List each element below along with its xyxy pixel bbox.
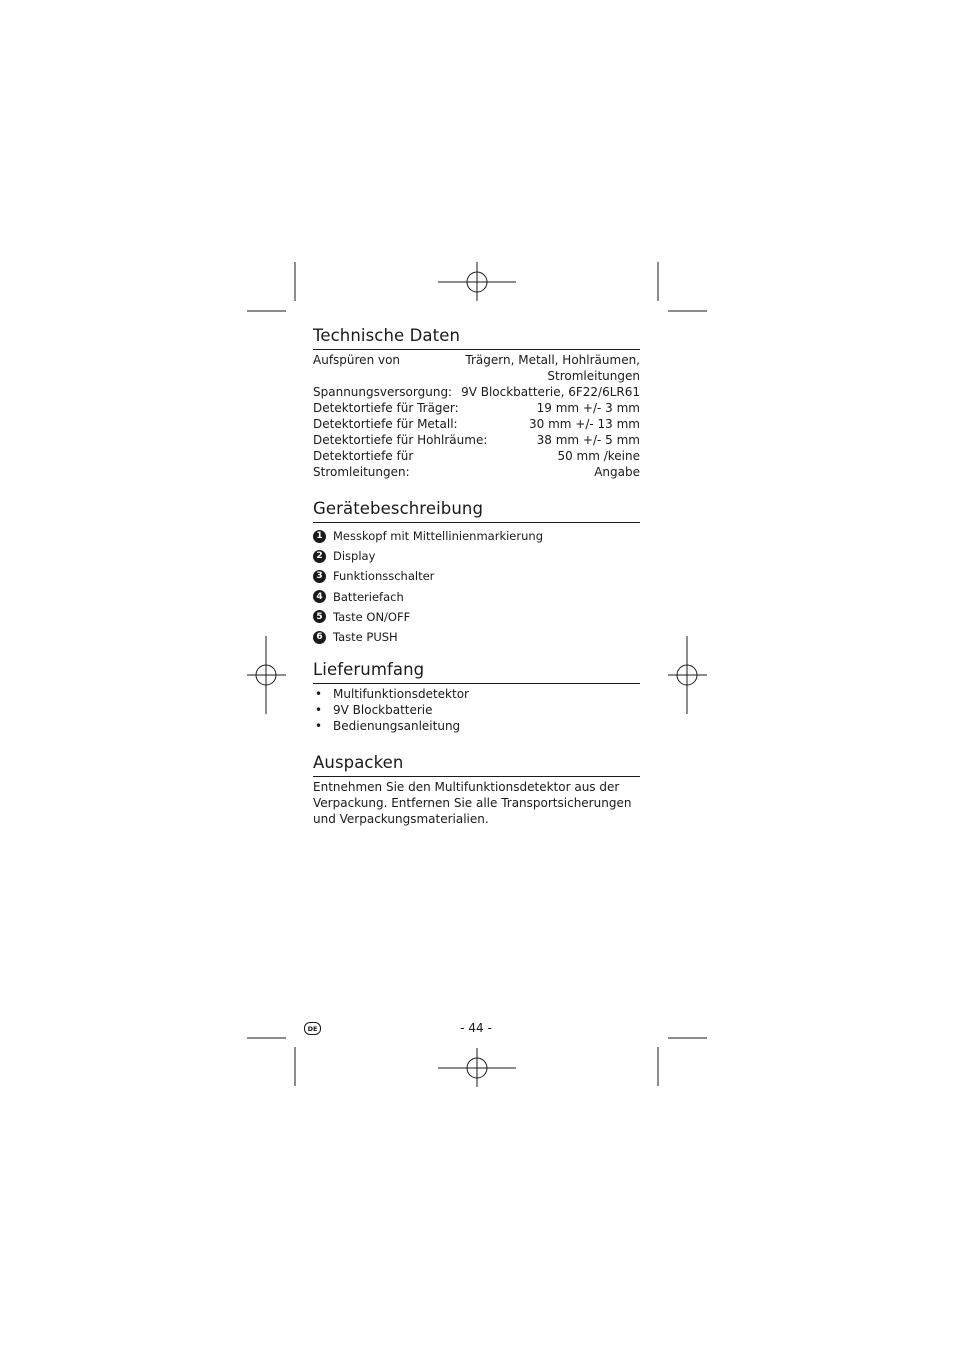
list-item [313,587,640,607]
number-badge: 6 [313,631,326,644]
section-auspacken [313,752,640,827]
spec-value: 30 mm +/- 13 mm [529,417,640,431]
list-item [313,702,640,718]
number-badge: 1 [313,530,326,543]
part-label: Funktionsschalter [333,569,435,584]
spec-row [313,448,640,480]
spec-table [313,352,640,480]
item-label: 9V Blockbatterie [333,703,433,718]
section-lieferumfang [313,659,640,734]
spec-row [313,384,640,400]
spec-value: 19 mm +/- 3 mm [536,401,640,415]
section-technische-daten [313,325,640,480]
spec-label: Detektortiefe für Träger: [313,401,459,415]
language-badge: DE [304,1022,321,1035]
part-label: Display [333,549,376,564]
item-label: Bedienungsanleitung [333,719,461,734]
registration-mark [247,636,286,714]
list-item [313,686,640,702]
bullet-icon: • [315,703,323,718]
body-paragraph: Entnehmen Sie den Multifunktionsdetektor aus der Verpackung. Entfernen Sie alle Transportsicherungen und Verpackungsmaterialien. [313,780,632,827]
list-item [313,566,640,586]
section-heading: Auspacken [313,752,640,777]
parts-list [313,526,640,647]
spec-row [313,416,640,432]
spec-row [313,368,640,384]
spec-value: 50 mm /keine Angabe [557,449,640,479]
spec-label: Spannungsversorgung: [313,385,453,399]
number-badge: 5 [313,610,326,623]
part-label: Messkopf mit Mittellinienmarkierung [333,529,543,544]
list-item [313,718,640,734]
spec-label: Detektortiefe für Hohlräume: [313,433,488,447]
part-label: Taste ON/OFF [333,609,411,624]
list-item [313,526,640,546]
list-item [313,627,640,647]
bullet-icon: • [315,719,323,734]
number-badge: 3 [313,570,326,583]
item-label: Multifunktionsdetektor [333,687,469,702]
bullet-icon: • [315,687,323,702]
part-label: Taste PUSH [333,630,398,645]
section-heading: Technische Daten [313,325,640,350]
page-number: - 44 - [460,1021,492,1035]
section-heading: Lieferumfang [313,659,640,684]
number-badge: 4 [313,590,326,603]
registration-mark [438,262,516,301]
list-item [313,546,640,566]
spec-value: 9V Blockbatterie, 6F22/6LR61 [461,385,640,399]
registration-mark [438,1048,516,1087]
spec-row [313,352,640,368]
number-badge: 2 [313,550,326,563]
spec-row [313,432,640,448]
spec-label: Detektortiefe für Metall: [313,417,458,431]
section-geraetebeschreibung [313,498,640,647]
list-item [313,607,640,627]
registration-mark [668,636,707,714]
spec-value: 38 mm +/- 5 mm [536,433,640,447]
part-label: Batteriefach [333,589,404,604]
spec-label: Aufspüren von [313,353,401,367]
spec-value: Stromleitungen [547,369,640,383]
spec-label: Detektortiefe für Stromleitungen: [313,449,414,479]
spec-row [313,400,640,416]
spec-value: Trägern, Metall, Hohlräumen, [465,353,640,367]
section-heading: Gerätebeschreibung [313,498,640,523]
bullet-list [313,686,640,734]
page-content [313,325,640,827]
